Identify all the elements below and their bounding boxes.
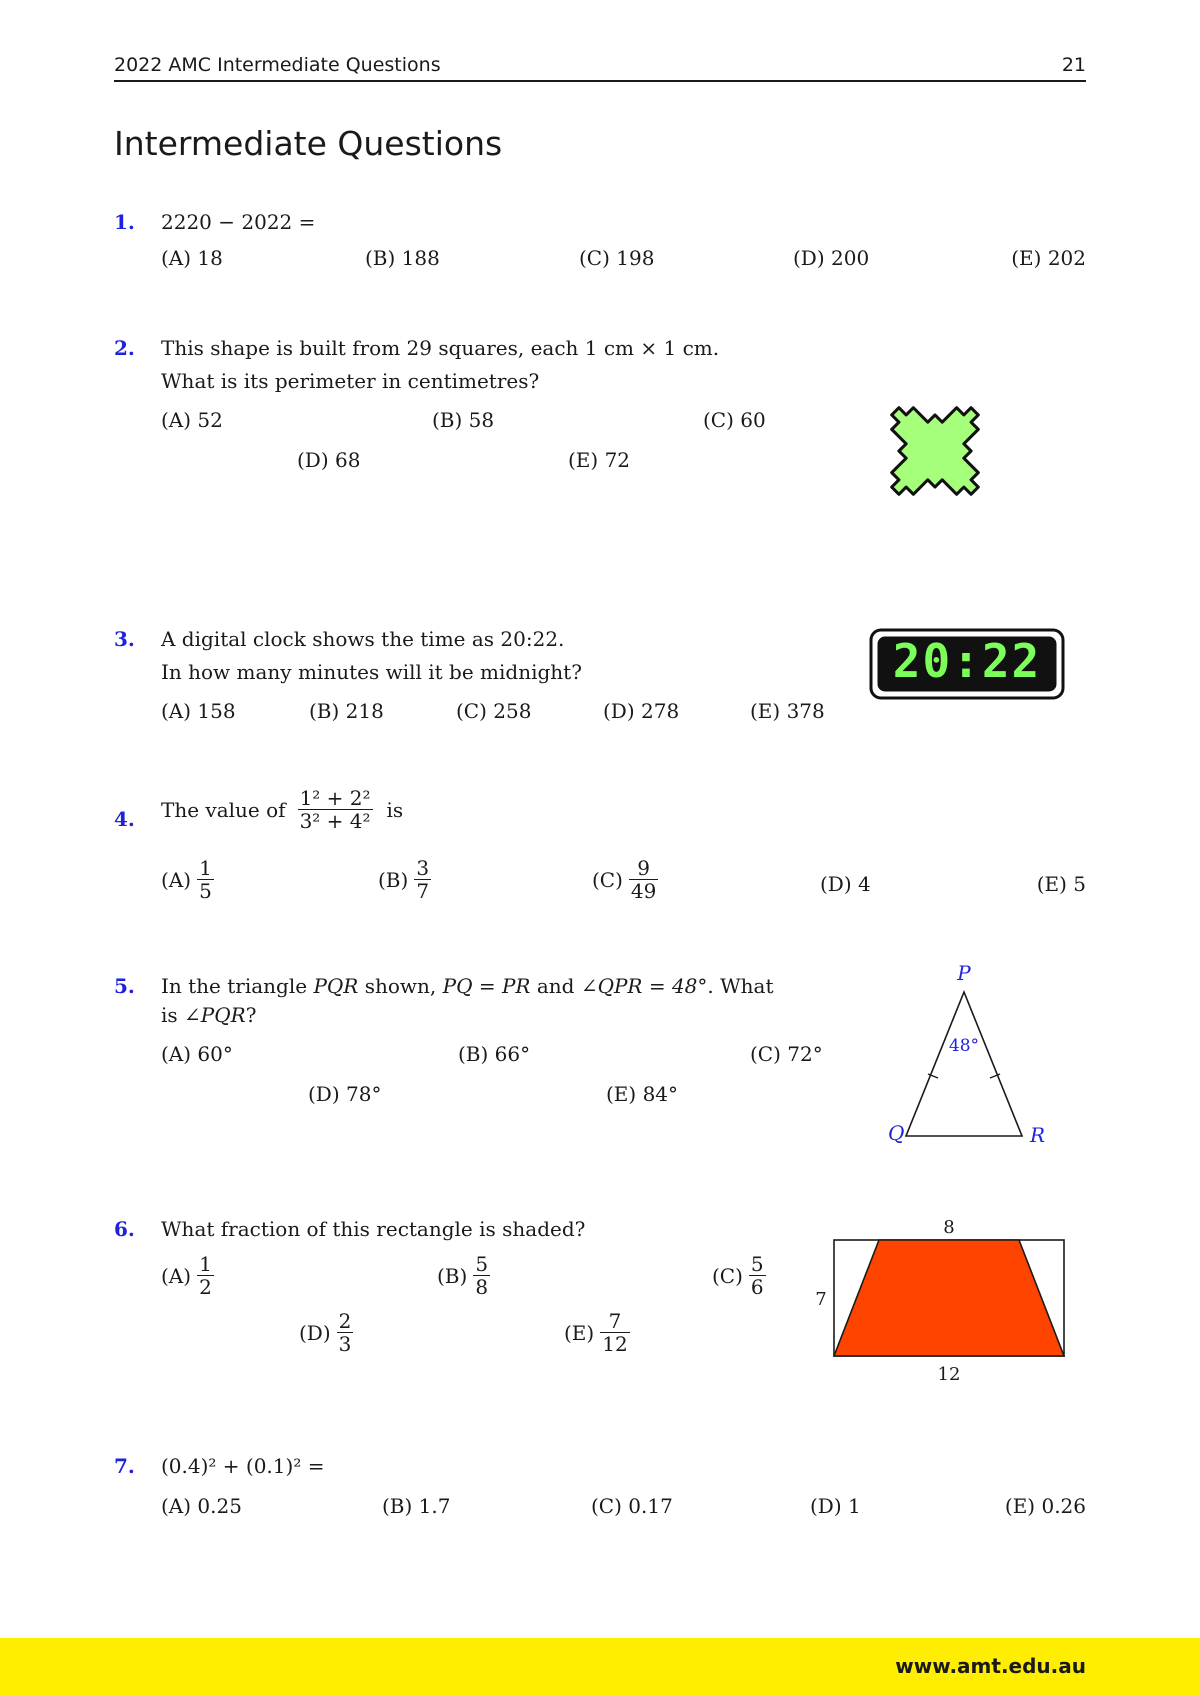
option-a[interactable] [161, 1254, 214, 1298]
option-fraction [600, 1311, 629, 1355]
header-title: 2022 AMC Intermediate Questions [114, 54, 441, 76]
cross-shape-figure [820, 336, 1050, 566]
text-part: and [536, 974, 575, 998]
option-fraction [197, 1254, 214, 1298]
option-e[interactable]: (E) 84° [606, 1082, 679, 1106]
fraction-numerator: 9 [637, 856, 651, 880]
option-fraction [473, 1254, 490, 1298]
question-fraction [298, 788, 373, 832]
question-text: 2220 − 2022 = [161, 210, 316, 234]
option-b[interactable] [437, 1254, 490, 1298]
fraction-denominator: 5 [199, 879, 212, 903]
option-d[interactable]: (D) 1 [810, 1494, 861, 1518]
option-a[interactable]: (A) 60° [161, 1042, 233, 1066]
option-fraction [197, 858, 214, 902]
question-number: 3. [114, 627, 135, 651]
math-term: ∠QPR = 48° [580, 974, 708, 998]
option-e[interactable]: (E) 378 [750, 699, 825, 723]
option-c[interactable]: (C) 72° [750, 1042, 823, 1066]
fraction-denominator: 3² + 4² [299, 809, 371, 833]
fraction-numerator: 1 [199, 1252, 212, 1276]
option-c[interactable] [592, 858, 658, 902]
footer-url[interactable]: www.amt.edu.au [895, 1654, 1086, 1678]
side-length-label: 7 [815, 1289, 827, 1310]
option-label: (A) [161, 1264, 192, 1288]
page-number: 21 [1061, 54, 1086, 76]
option-a[interactable] [161, 858, 214, 902]
option-label: (B) [437, 1264, 468, 1288]
option-label: (B) [378, 868, 409, 892]
math-term: PQ = PR [442, 974, 531, 998]
option-e[interactable]: (E) 0.26 [1004, 1494, 1086, 1518]
fraction-numerator: 1² + 2² [299, 786, 371, 810]
option-c[interactable]: (C) 198 [579, 246, 655, 270]
top-length-label: 8 [943, 1217, 955, 1238]
question-text-line-2: What is its perimeter in centimetres? [161, 369, 540, 393]
fraction-numerator: 2 [338, 1309, 352, 1333]
fraction-denominator: 7 [416, 879, 430, 903]
text-part: is [161, 1003, 178, 1027]
option-label: (E) [1036, 872, 1067, 896]
angle-label: 48° [948, 1036, 980, 1056]
question-text-line-1: A digital clock shows the time as 20:22. [161, 627, 565, 651]
option-e[interactable] [564, 1311, 630, 1355]
text-part: ? [245, 1003, 257, 1027]
option-fraction [749, 1254, 766, 1298]
section-title: Intermediate Questions [114, 124, 503, 163]
option-label: (D) [299, 1321, 331, 1345]
footer-bar [0, 1638, 1200, 1696]
option-b[interactable]: (B) 66° [458, 1042, 531, 1066]
question-number: 4. [114, 807, 135, 831]
option-a[interactable]: (A) 0.25 [161, 1494, 242, 1518]
math-term: PQR [313, 974, 359, 998]
question-number: 2. [114, 336, 135, 360]
question-number: 1. [114, 210, 135, 234]
apex-label-p: P [957, 961, 971, 985]
text-part: . What [707, 974, 774, 998]
option-d[interactable]: (D) 200 [793, 246, 870, 270]
question-text-line-1: This shape is built from 29 squares, each 1 cm × 1 cm. [161, 336, 720, 360]
option-a[interactable]: (A) 158 [161, 699, 236, 723]
option-c[interactable]: (C) 258 [456, 699, 532, 723]
fraction-denominator: 2 [199, 1275, 212, 1299]
fraction-denominator: 12 [602, 1332, 628, 1356]
triangle-pqr-diagram [872, 960, 1062, 1152]
option-value: 4 [858, 872, 871, 896]
fraction-denominator: 49 [630, 879, 657, 903]
option-c[interactable]: (C) 0.17 [591, 1494, 673, 1518]
fraction-denominator: 6 [750, 1275, 764, 1299]
question-text-after: is [386, 798, 404, 822]
question-number: 6. [114, 1217, 135, 1241]
option-e[interactable] [1037, 872, 1086, 896]
option-d[interactable]: (D) 68 [297, 448, 361, 472]
question-text-line-1 [161, 974, 774, 998]
option-e[interactable]: (E) 202 [1011, 246, 1086, 270]
option-fraction [629, 858, 658, 902]
math-term: ∠PQR [184, 1003, 246, 1027]
shaded-trapezium [834, 1240, 1064, 1356]
question-text [161, 788, 403, 832]
option-b[interactable]: (B) 58 [432, 408, 495, 432]
option-label: (C) [712, 1264, 743, 1288]
option-d[interactable]: (D) 278 [603, 699, 680, 723]
question-text-line-2 [161, 1003, 256, 1027]
fraction-numerator: 1 [199, 856, 212, 880]
bottom-length-label: 12 [937, 1364, 961, 1385]
option-fraction [337, 1311, 354, 1355]
running-header [114, 54, 1086, 82]
cross-shape [856, 372, 1015, 531]
option-value: 5 [1073, 872, 1086, 896]
option-label: (D) [820, 872, 852, 896]
triangle-shape [906, 992, 1022, 1136]
question-text: What fraction of this rectangle is shaded? [161, 1217, 586, 1241]
option-label: (C) [592, 868, 623, 892]
text-part: In the triangle [161, 974, 308, 998]
vertex-label-r: R [1030, 1123, 1046, 1147]
option-label: (A) [161, 868, 192, 892]
option-d[interactable]: (D) 78° [308, 1082, 382, 1106]
option-fraction [414, 858, 431, 902]
option-a[interactable]: (A) 18 [161, 246, 223, 270]
text-part: shown, [364, 974, 437, 998]
option-a[interactable]: (A) 52 [161, 408, 223, 432]
option-e[interactable]: (E) 72 [568, 448, 631, 472]
fraction-numerator: 5 [750, 1252, 764, 1276]
clock-display: 20:22 [892, 634, 1042, 688]
option-d[interactable] [820, 872, 871, 896]
option-b[interactable]: (B) 188 [365, 246, 440, 270]
option-c[interactable] [712, 1254, 766, 1298]
option-b[interactable]: (B) 1.7 [382, 1494, 451, 1518]
fraction-numerator: 3 [416, 856, 430, 880]
question-number: 7. [114, 1454, 135, 1478]
digital-clock [869, 628, 1065, 700]
rectangle-trapezium-diagram [808, 1212, 1068, 1388]
option-d[interactable] [299, 1311, 353, 1355]
fraction-denominator: 3 [338, 1332, 352, 1356]
vertex-label-q: Q [888, 1121, 905, 1145]
option-b[interactable] [378, 858, 431, 902]
fraction-denominator: 8 [475, 1275, 489, 1299]
question-text: (0.4)² + (0.1)² = [161, 1454, 325, 1478]
option-label: (E) [564, 1321, 595, 1345]
option-b[interactable]: (B) 218 [309, 699, 384, 723]
fraction-numerator: 5 [475, 1252, 489, 1276]
option-c[interactable]: (C) 60 [703, 408, 766, 432]
fraction-numerator: 7 [608, 1309, 622, 1333]
question-text-before: The value of [161, 798, 286, 822]
question-text-line-2: In how many minutes will it be midnight? [161, 660, 582, 684]
question-number: 5. [114, 974, 135, 998]
